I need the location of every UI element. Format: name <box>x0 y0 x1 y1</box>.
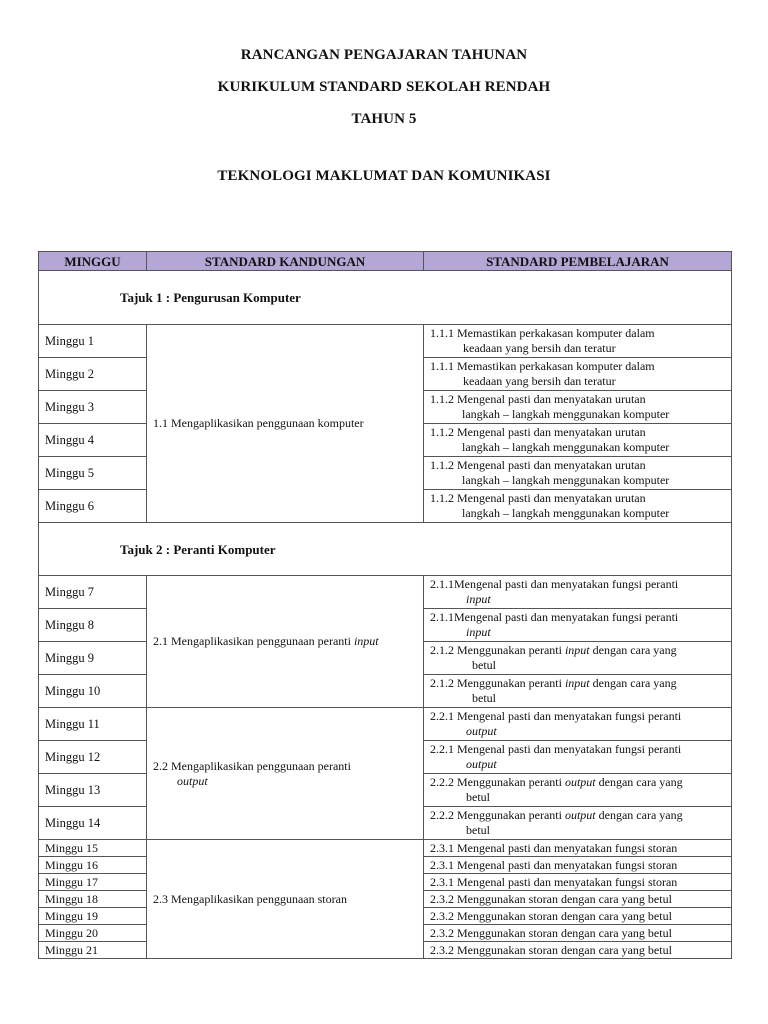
ls-line: 2.2.1 Mengenal pasti dan menyatakan fungsi peranti <box>430 742 682 756</box>
week-cell: Minggu 7 <box>39 576 147 609</box>
ls-line: 1.1.1 Memastikan perkakasan komputer dalam <box>430 326 655 340</box>
learning-standard-cell <box>424 774 732 807</box>
ls-line: output <box>466 724 497 738</box>
learning-standard-cell <box>424 424 732 457</box>
table-row <box>39 576 732 609</box>
learning-standard-cell: 2.3.2 Menggunakan storan dengan cara yang betul <box>424 891 732 908</box>
table-row <box>39 708 732 741</box>
week-cell: Minggu 5 <box>39 457 147 490</box>
ls-line: input <box>466 625 491 639</box>
learning-standard-cell <box>424 807 732 840</box>
week-cell: Minggu 4 <box>39 424 147 457</box>
section-title: Tajuk 2 : Peranti Komputer <box>39 523 732 576</box>
learning-standard-cell: 2.3.1 Mengenal pasti dan menyatakan fungsi storan <box>424 857 732 874</box>
week-cell: Minggu 14 <box>39 807 147 840</box>
week-cell: Minggu 15 <box>39 840 147 857</box>
ls-line: 1.1.2 Mengenal pasti dan menyatakan urutan <box>430 458 646 472</box>
week-cell: Minggu 10 <box>39 675 147 708</box>
content-standard-cell: 1.1 Mengaplikasikan penggunaan komputer <box>147 325 424 523</box>
section-row <box>39 523 732 576</box>
table-row <box>39 325 732 358</box>
week-cell: Minggu 12 <box>39 741 147 774</box>
week-cell: Minggu 8 <box>39 609 147 642</box>
learning-standard-cell <box>424 708 732 741</box>
cs-italic: output <box>177 773 208 788</box>
week-cell: Minggu 1 <box>39 325 147 358</box>
ls-line: 2.1.1Mengenal pasti dan menyatakan fungsi peranti <box>430 610 679 624</box>
learning-standard-cell: 2.3.2 Menggunakan storan dengan cara yang betul <box>424 925 732 942</box>
header-standard-kandungan: STANDARD KANDUNGAN <box>147 252 424 271</box>
week-cell: Minggu 21 <box>39 942 147 959</box>
week-cell: Minggu 11 <box>39 708 147 741</box>
plan-table <box>38 251 732 959</box>
learning-standard-cell: 2.3.2 Menggunakan storan dengan cara yang betul <box>424 942 732 959</box>
ls-line: 1.1.1 Memastikan perkakasan komputer dalam <box>430 359 655 373</box>
week-cell: Minggu 20 <box>39 925 147 942</box>
ls-line: output <box>466 757 497 771</box>
content-standard-cell <box>147 576 424 708</box>
ls-line: 2.1.2 Menggunakan peranti input dengan cara yang <box>430 676 677 690</box>
ls-line: input <box>466 592 491 606</box>
ls-line: betul <box>466 790 490 804</box>
header-minggu: MINGGU <box>39 252 147 271</box>
ls-line: 1.1.2 Mengenal pasti dan menyatakan urutan <box>430 425 646 439</box>
doc-title-1: RANCANGAN PENGAJARAN TAHUNAN <box>240 47 528 63</box>
week-cell: Minggu 6 <box>39 490 147 523</box>
week-cell: Minggu 2 <box>39 358 147 391</box>
ls-line: langkah – langkah menggunakan komputer <box>462 473 670 487</box>
learning-standard-cell <box>424 642 732 675</box>
learning-standard-cell: 2.3.1 Mengenal pasti dan menyatakan fungsi storan <box>424 874 732 891</box>
week-cell: Minggu 9 <box>39 642 147 675</box>
cs-text: 2.2 Mengaplikasikan penggunaan peranti <box>153 758 351 773</box>
ls-line: betul <box>466 823 490 837</box>
ls-line: keadaan yang bersih dan teratur <box>463 341 616 355</box>
learning-standard-cell <box>424 609 732 642</box>
week-cell: Minggu 17 <box>39 874 147 891</box>
learning-standard-cell <box>424 457 732 490</box>
header-standard-pembelajaran: STANDARD PEMBELAJARAN <box>424 252 732 271</box>
content-standard-cell: 2.3 Mengaplikasikan penggunaan storan <box>147 840 424 959</box>
week-cell: Minggu 3 <box>39 391 147 424</box>
ls-line: 2.1.1Mengenal pasti dan menyatakan fungsi peranti <box>430 577 679 591</box>
cs-italic: input <box>353 634 379 648</box>
table-row <box>39 840 732 857</box>
learning-standard-cell: 2.3.2 Menggunakan storan dengan cara yang betul <box>424 908 732 925</box>
week-cell: Minggu 13 <box>39 774 147 807</box>
learning-standard-cell <box>424 325 732 358</box>
doc-title-3: TAHUN 5 <box>351 111 417 127</box>
ls-line: langkah – langkah menggunakan komputer <box>462 440 670 454</box>
ls-line: 2.1.2 Menggunakan peranti input dengan cara yang <box>430 643 677 657</box>
ls-line: langkah – langkah menggunakan komputer <box>462 407 670 421</box>
learning-standard-cell <box>424 358 732 391</box>
ls-line: 2.2.1 Mengenal pasti dan menyatakan fungsi peranti <box>430 709 682 723</box>
learning-standard-cell <box>424 490 732 523</box>
ls-line: betul <box>472 658 496 672</box>
learning-standard-cell <box>424 741 732 774</box>
section-title: Tajuk 1 : Pengurusan Komputer <box>39 271 732 325</box>
ls-line: betul <box>472 691 496 705</box>
learning-standard-cell <box>424 576 732 609</box>
ls-line: 2.2.2 Menggunakan peranti output dengan cara yang <box>430 775 683 789</box>
learning-standard-cell: 2.3.1 Mengenal pasti dan menyatakan fungsi storan <box>424 840 732 857</box>
ls-line: 1.1.2 Mengenal pasti dan menyatakan urutan <box>430 392 646 406</box>
doc-title-2: KURIKULUM STANDARD SEKOLAH RENDAH <box>217 79 551 95</box>
ls-line: langkah – langkah menggunakan komputer <box>462 506 670 520</box>
learning-standard-cell <box>424 391 732 424</box>
section-row <box>39 271 732 325</box>
learning-standard-cell <box>424 675 732 708</box>
week-cell: Minggu 16 <box>39 857 147 874</box>
week-cell: Minggu 19 <box>39 908 147 925</box>
ls-line: 2.2.2 Menggunakan peranti output dengan cara yang <box>430 808 683 822</box>
table-header <box>39 252 732 271</box>
week-cell: Minggu 18 <box>39 891 147 908</box>
doc-subject-title: TEKNOLOGI MAKLUMAT DAN KOMUNIKASI <box>217 168 551 184</box>
cs-text: 2.1 Mengaplikasikan penggunaan peranti <box>153 634 354 648</box>
ls-line: 1.1.2 Mengenal pasti dan menyatakan urutan <box>430 491 646 505</box>
ls-line: keadaan yang bersih dan teratur <box>463 374 616 388</box>
content-standard-cell <box>147 708 424 840</box>
